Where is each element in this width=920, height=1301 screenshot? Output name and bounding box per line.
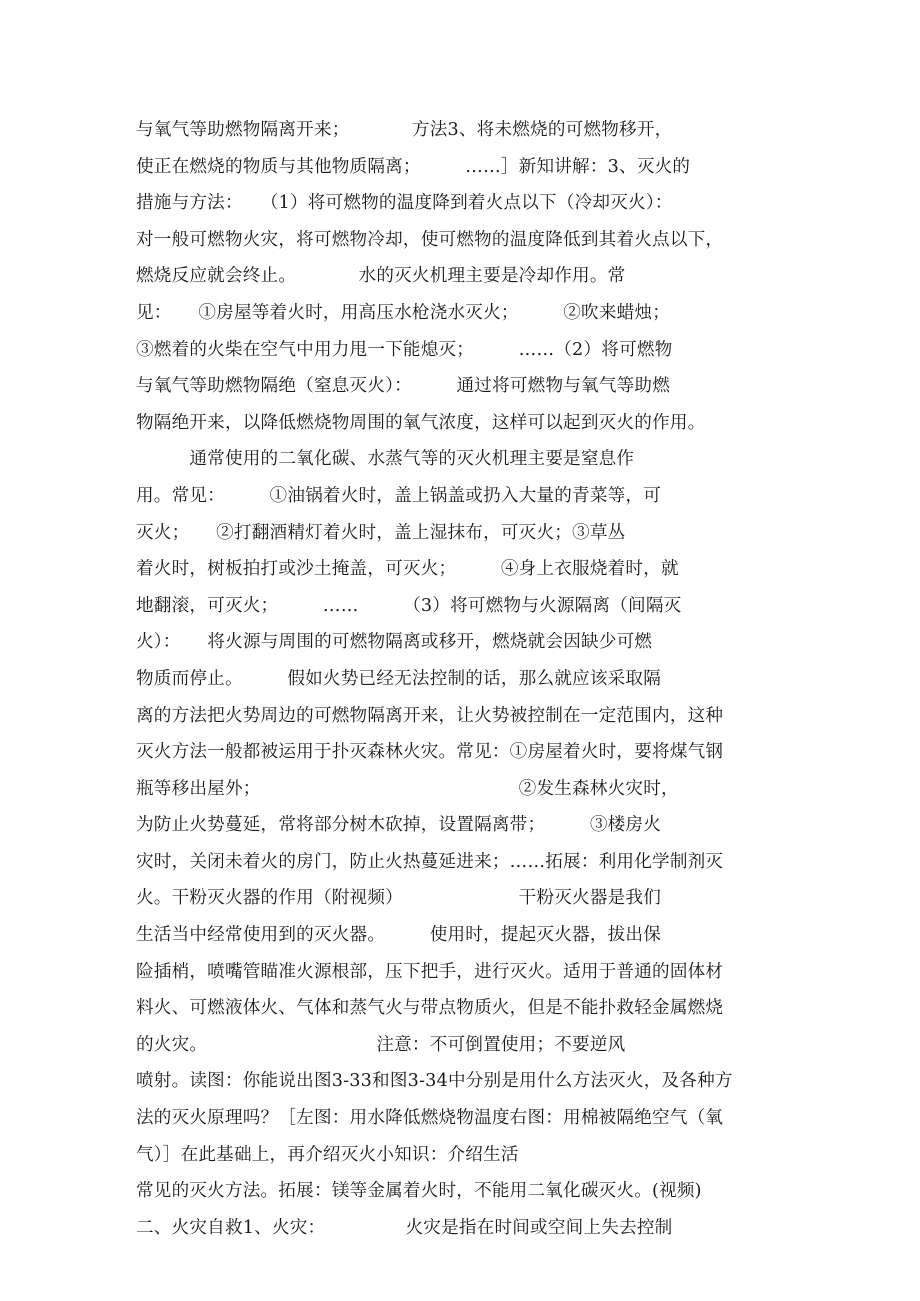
text-line: 气）］在此基础上，再介绍灭火小知识：介绍生活 (136, 1144, 519, 1165)
text-line: 法的灭火原理吗？［左图：用水降低燃烧物温度右图：用棉被隔绝空气（氧 (136, 1108, 724, 1129)
text-line: 物质而停止。 假如火势已经无法控制的话，那么就应该采取隔 (136, 668, 662, 689)
text-line: 着火时，树板拍打或沙土掩盖，可灭火； ④身上衣服烧着时，就 (136, 559, 679, 580)
text-line: 的火灾。 注意：不可倒置使用；不要逆风 (136, 1034, 626, 1055)
text-line: 险插梢，喷嘴管瞄准火源根部，压下把手，进行灭火。适用于普通的固体材 (136, 961, 724, 982)
text-line: 与氧气等助燃物隔绝（窒息灭火）： 通过将可燃物与氧气等助燃 (136, 376, 671, 397)
text-line: 通常使用的二氧化碳、水蒸气等的灭火机理主要是窒息作 (136, 449, 635, 470)
text-line: 喷射。读图：你能说出图3-33和图3-34中分别是用什么方法灭火，及各种方 (136, 1071, 733, 1092)
text-line: 料火、可燃液体火、气体和蒸气火与带点物质火，但是不能扑救轻金属燃烧 (136, 998, 724, 1019)
text-line: 对一般可燃物火灾，将可燃物冷却，使可燃物的温度降低到其着火点以下， (136, 229, 724, 250)
text-line: 燃烧反应就会终止。 水的灭火机理主要是冷却作用。常 (136, 266, 626, 287)
text-line: 火）： 将火源与周围的可燃物隔离或移开，燃烧就会因缺少可燃 (136, 632, 653, 653)
text-line: ③燃着的火柴在空气中用力甩一下能熄灭； ……（2）将可燃物 (136, 339, 673, 360)
text-line: 离的方法把火势周边的可燃物隔离开来，让火势被控制在一定范围内，这种 (136, 705, 724, 726)
text-line: 瓶等移出屋外； ②发生森林火灾时， (136, 778, 679, 799)
text-line: 物隔绝开来，以降低燃烧物周围的氧气浓度，这样可以起到灭火的作用。 (136, 412, 706, 433)
text-line: 常见的灭火方法。拓展：镁等金属着火时，不能用二氧化碳灭火。(视频) (136, 1181, 702, 1202)
document-body (136, 112, 792, 1246)
text-line: 与氧气等助燃物隔离开来； 方法3、将未燃烧的可燃物移开， (136, 120, 673, 140)
text-line: 灭火方法一般都被运用于扑灭森林火灾。常见：①房屋着火时，要将煤气钢 (136, 742, 724, 763)
text-line: 用。常见： ①油锅着火时，盖上锅盖或扔入大量的青菜等，可 (136, 485, 662, 506)
text-line: 火。干粉灭火器的作用（附视频） 干粉灭火器是我们 (136, 888, 662, 909)
text-line: 地翻滚，可灭火； …… （3）将可燃物与火源隔离（间隔灭 (136, 595, 682, 616)
text-line: 见： ①房屋等着火时，用高压水枪浇水灭火； ②吹来蜡烛； (136, 302, 671, 323)
text-line: 二、火灾自救1、火灾： 火灾是指在时间或空间上失去控制 (136, 1217, 673, 1238)
text-line: 使正在燃烧的物质与其他物质隔离； ……］新知讲解：3、灭火的 (136, 156, 691, 177)
text-line: 为防止火势蔓延，常将部分树木砍掉，设置隔离带； ③楼房火 (136, 815, 662, 836)
text-line: 措施与方法： （1）将可燃物的温度降到着火点以下（冷却灭火）： (136, 193, 673, 214)
text-line: 生活当中经常使用到的灭火器。 使用时，提起灭火器，拔出保 (136, 925, 662, 946)
text-line: 灭火； ②打翻酒精灯着火时，盖上湿抹布，可灭火；③草丛 (136, 522, 626, 543)
text-line: 灾时，关闭未着火的房门，防止火热蔓延进来；……拓展：利用化学制剂灭 (136, 851, 724, 872)
